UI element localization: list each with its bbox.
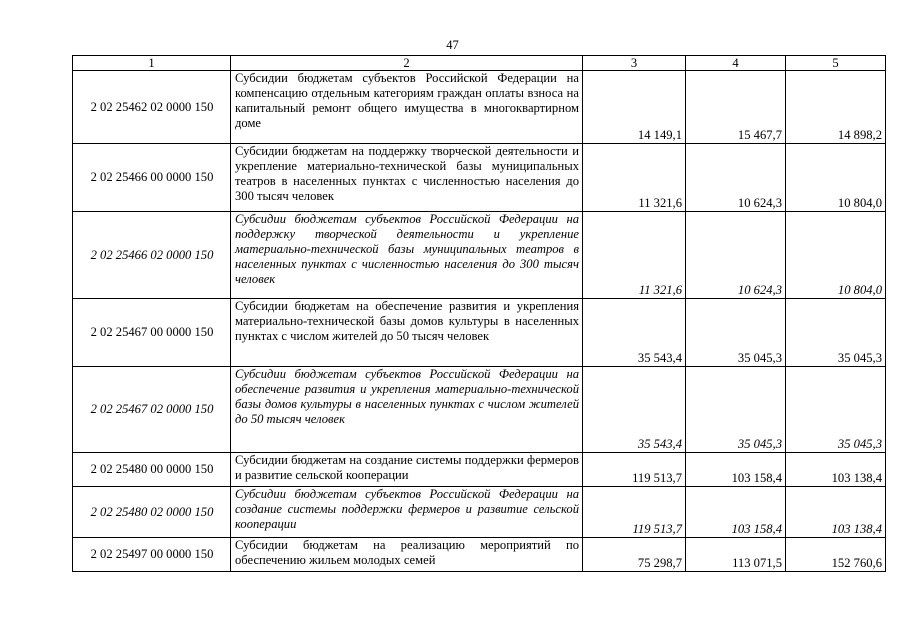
table-row — [73, 538, 886, 572]
description-cell: Субсидии бюджетам на создание системы поддержки фермеров и развитие сельской кооперации — [231, 453, 583, 487]
value-col4-cell: 113 071,5 — [686, 538, 786, 572]
value-col3-cell: 75 298,7 — [583, 538, 686, 572]
value-col3-cell: 14 149,1 — [583, 71, 686, 144]
value-col4-cell: 35 045,3 — [686, 299, 786, 367]
value-col4-cell: 103 158,4 — [686, 487, 786, 538]
description-cell: Субсидии бюджетам субъектов Российской Федерации на обеспечение развития и укрепления материально-технической базы домов культуры в населенных пунктах с числом жителей до 50 тысяч человек — [231, 367, 583, 453]
table-row — [73, 299, 886, 367]
value-col3-cell: 119 513,7 — [583, 453, 686, 487]
budget-table — [72, 55, 886, 572]
value-col3-cell: 11 321,6 — [583, 144, 686, 212]
budget-code-cell: 2 02 25480 02 0000 150 — [73, 487, 231, 538]
value-col4-cell: 15 467,7 — [686, 71, 786, 144]
page-number: 47 — [446, 38, 459, 52]
value-col4-cell: 10 624,3 — [686, 144, 786, 212]
table-row — [73, 453, 886, 487]
table-row — [73, 367, 886, 453]
description-cell: Субсидии бюджетам на реализацию мероприятий по обеспечению жильем молодых семей — [231, 538, 583, 572]
table-row — [73, 212, 886, 299]
column-number-5: 5 — [786, 56, 886, 71]
value-col4-cell: 35 045,3 — [686, 367, 786, 453]
budget-code-cell: 2 02 25466 00 0000 150 — [73, 144, 231, 212]
description-cell: Субсидии бюджетам субъектов Российской Федерации на компенсацию отдельным категориям граждан оплаты взноса на капитальный ремонт общего имущества в многоквартирном доме — [231, 71, 583, 144]
column-number-2: 2 — [231, 56, 583, 71]
budget-code-cell: 2 02 25462 02 0000 150 — [73, 71, 231, 144]
description-cell: Субсидии бюджетам на поддержку творческой деятельности и укрепление материально-технической базы муниципальных театров в населенных пунктах с численностью населения до 300 тысяч человек — [231, 144, 583, 212]
value-col3-cell: 11 321,6 — [583, 212, 686, 299]
table-row — [73, 487, 886, 538]
value-col5-cell: 14 898,2 — [786, 71, 886, 144]
value-col5-cell: 35 045,3 — [786, 367, 886, 453]
budget-code-cell: 2 02 25480 00 0000 150 — [73, 453, 231, 487]
budget-code-cell: 2 02 25467 02 0000 150 — [73, 367, 231, 453]
value-col5-cell: 103 138,4 — [786, 487, 886, 538]
value-col3-cell: 35 543,4 — [583, 367, 686, 453]
budget-table-body — [73, 56, 886, 572]
value-col5-cell: 152 760,6 — [786, 538, 886, 572]
table-row — [73, 71, 886, 144]
column-number-row — [73, 56, 886, 71]
value-col4-cell: 10 624,3 — [686, 212, 786, 299]
description-cell: Субсидии бюджетам на обеспечение развития и укрепления материально-технической базы домов культуры в населенных пунктах с числом жителей до 50 тысяч человек — [231, 299, 583, 367]
value-col5-cell: 10 804,0 — [786, 212, 886, 299]
description-cell: Субсидии бюджетам субъектов Российской Федерации на поддержку творческой деятельности и укрепление материально-технической базы муниципальных театров в населенных пунктах с численностью населения до 300 тысяч человек — [231, 212, 583, 299]
column-number-3: 3 — [583, 56, 686, 71]
column-number-4: 4 — [686, 56, 786, 71]
description-cell: Субсидии бюджетам субъектов Российской Федерации на создание системы поддержки фермеров и развитие сельской кооперации — [231, 487, 583, 538]
budget-code-cell: 2 02 25466 02 0000 150 — [73, 212, 231, 299]
column-number-1: 1 — [73, 56, 231, 71]
value-col3-cell: 35 543,4 — [583, 299, 686, 367]
value-col4-cell: 103 158,4 — [686, 453, 786, 487]
value-col5-cell: 35 045,3 — [786, 299, 886, 367]
table-row — [73, 144, 886, 212]
value-col5-cell: 10 804,0 — [786, 144, 886, 212]
budget-code-cell: 2 02 25467 00 0000 150 — [73, 299, 231, 367]
value-col5-cell: 103 138,4 — [786, 453, 886, 487]
budget-code-cell: 2 02 25497 00 0000 150 — [73, 538, 231, 572]
value-col3-cell: 119 513,7 — [583, 487, 686, 538]
